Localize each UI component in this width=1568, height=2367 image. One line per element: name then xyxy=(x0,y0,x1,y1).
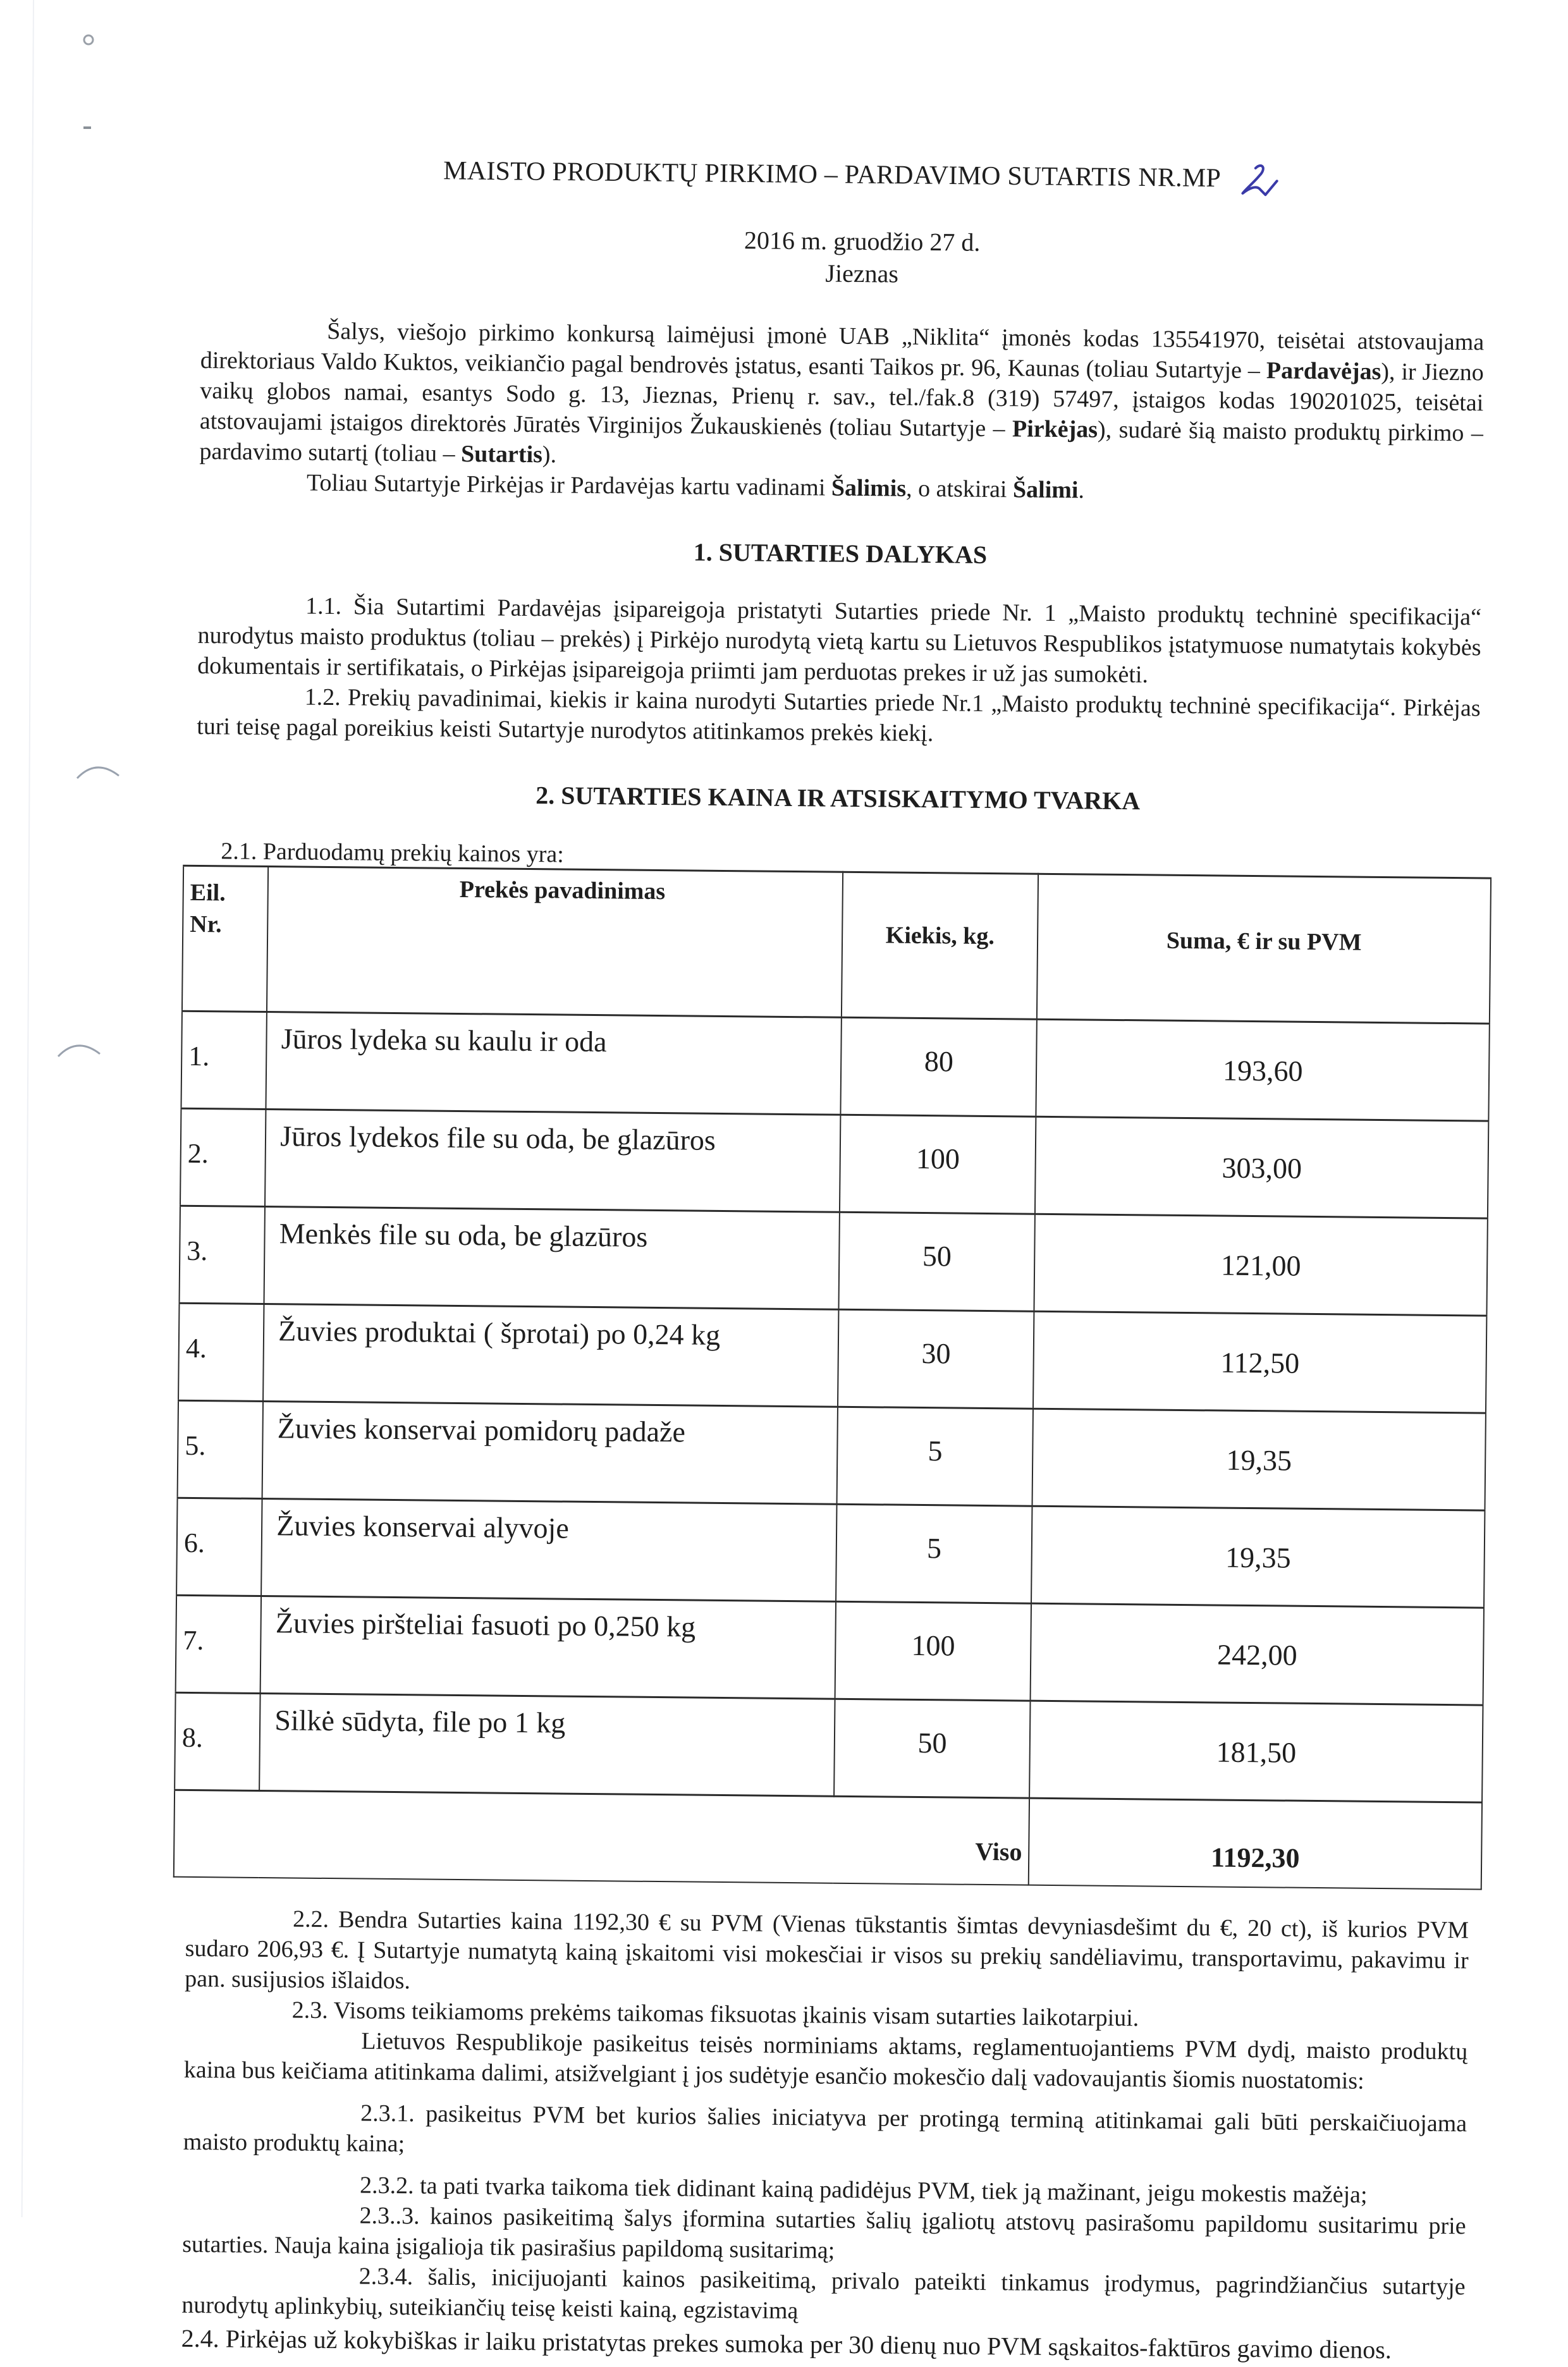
table-row xyxy=(175,1692,1483,1802)
cell-sum: 121,00 xyxy=(1034,1214,1488,1316)
intro-text: ), ir Jiezno vaikų globos namai, esantys Sodo g. 13, Jieznas, Prienų r. sav., tel./fak.8 (319) 57497, įstaigos kodas 190201025, teisėtai atstovaujami įstaigos direktorės Jūratės Virginijos Žukauskienės (toliau Sutartyje – xyxy=(199,358,1484,443)
intro-text: ), sudarė šią maisto produktų pirkimo – pardavimo sutartį (toliau – xyxy=(199,416,1484,467)
cell-sum: 242,00 xyxy=(1031,1603,1484,1705)
table-total-row xyxy=(174,1790,1482,1889)
document-body xyxy=(181,152,1486,2366)
cell-nr: 1. xyxy=(181,1011,267,1109)
party-term: Šalimi xyxy=(1012,476,1079,504)
clause-2-4: 2.4. Pirkėjas už kokybiškas ir laiku pristatytas prekes sumoka per 30 dienų nuo PVM sąskaitos-faktūros gavimo dienos. xyxy=(181,2323,1392,2364)
cell-nr: 4. xyxy=(178,1303,264,1401)
cell-nr: 8. xyxy=(175,1692,260,1790)
buyer-term: Pirkėjas xyxy=(1012,415,1098,443)
contract-term: Sutartis xyxy=(460,440,543,468)
clause-2-2: 2.2. Bendra Sutarties kaina 1192,30 € su PVM (Vienas tūkstantis šimtas devyniasdešimt du €, 20 ct), iš kurios PVM sudaro 206,93 €. Į Sutartyje numatytą kainą įskaitomi visi mokesčiai ir visos su prekių sandėliavimu, transportavimu, pakavimu ir pan. susijusios išlaidos. xyxy=(185,1905,1469,1995)
cell-nr: 7. xyxy=(176,1595,262,1693)
cell-name: Žuvies konservai pomidorų padaže xyxy=(262,1402,838,1505)
cell-nr: 3. xyxy=(180,1206,266,1304)
table-header-row xyxy=(182,865,1491,1024)
cell-name: Jūros lydeka su kaulu ir oda xyxy=(266,1012,842,1115)
table-row xyxy=(180,1108,1488,1218)
margin-mark-icon xyxy=(79,30,98,49)
parties-term: Šalimis xyxy=(831,474,907,502)
prices-table xyxy=(173,865,1491,1890)
parties-text: . xyxy=(1078,477,1085,504)
cell-sum: 112,50 xyxy=(1033,1311,1486,1413)
parties-text: Toliau Sutartyje Pirkėjas ir Pardavėjas kartu vadinami xyxy=(306,469,832,501)
parties-text: , o atskirai xyxy=(905,475,1014,503)
cell-sum: 303,00 xyxy=(1035,1116,1488,1218)
clause-1-1: 1.1. Šia Sutartimi Pardavėjas įsipareigoja pristatyti Sutarties priede Nr. 1 „Maisto produktų techninė specifikacija“ nurodytus maisto produktus (toliau – prekės) į Pirkėjo nurodytą vietą kartu su Lietuvos Respublikos įstatymuose numatytais kokybės dokumentais ir sertifikatais, o Pirkėjas įsipareigoja priimti jam perduotas prekes ir už jas sumokėti. xyxy=(197,592,1482,688)
header-sum: Suma, € ir su PVM xyxy=(1037,874,1491,1024)
clause-2-3-1: 2.3.1. pasikeitus PVM bet kurios šalies iniciatyva per protingą terminą atitinkamai gali būti perskaičiuojama maisto produktų kaina; xyxy=(183,2100,1467,2158)
header-nr-line1: Eil. xyxy=(190,879,226,907)
cell-qty: 100 xyxy=(840,1115,1036,1214)
seller-term: Pardavėjas xyxy=(1266,357,1381,385)
clause-1-2: 1.2. Prekių pavadinimai, kiekis ir kaina nurodyti Sutarties priede Nr.1 „Maisto produktų techninė specifikacija“. Pirkėjas turi teisę pagal poreikius keisti Sutartyje nurodytos atitinkamos prekės kiekį. xyxy=(197,683,1481,747)
total-blank-cell xyxy=(174,1790,834,1883)
cell-qty: 5 xyxy=(837,1407,1034,1506)
section-1-heading: 1. SUTARTIES DALYKAS xyxy=(693,537,988,569)
cell-nr: 5. xyxy=(178,1400,264,1498)
cell-name: Žuvies produktai ( šprotai) po 0,24 kg xyxy=(263,1304,838,1407)
cell-nr: 2. xyxy=(180,1108,266,1206)
handwritten-number-icon xyxy=(1238,162,1283,200)
cell-sum: 181,50 xyxy=(1029,1701,1483,1802)
document-date: 2016 m. gruodžio 27 d. xyxy=(744,226,981,257)
header-qty: Kiekis, kg. xyxy=(842,872,1038,1019)
cell-name: Silkė sūdyta, file po 1 kg xyxy=(259,1693,835,1796)
document-title: MAISTO PRODUKTŲ PIRKIMO – PARDAVIMO SUTARTIS NR.MP xyxy=(443,156,1220,193)
clause-2-1: 2.1. Parduodamų prekių kainos yra: xyxy=(221,838,565,868)
table-row xyxy=(181,1011,1489,1121)
punch-hole-arc-icon xyxy=(75,762,122,781)
document-place: Jieznas xyxy=(825,259,899,288)
clause-2-3-3: 2.3..3. kainos pasikeitimą šalys įformina sutarties šalių įgaliotų atstovų pasirašomu papildomu susitarimu prie sutarties. Nauja kaina įsigalioja tik pasirašius papildomą susitarimą; xyxy=(182,2202,1466,2264)
cell-name: Žuvies konservai alyvoje xyxy=(261,1499,836,1602)
scan-edge-line xyxy=(21,0,34,2217)
cell-sum: 19,35 xyxy=(1031,1506,1485,1608)
section-2-heading: 2. SUTARTIES KAINA IR ATSISKAITYMO TVARKA xyxy=(536,781,1141,816)
cell-qty: 100 xyxy=(835,1601,1032,1701)
cell-name: Žuvies piršteliai fasuoti po 0,250 kg xyxy=(260,1596,836,1699)
margin-mark-icon xyxy=(81,123,94,132)
cell-qty: 5 xyxy=(836,1504,1032,1603)
total-value: 1192,30 xyxy=(1029,1798,1482,1889)
cell-sum: 19,35 xyxy=(1032,1409,1486,1510)
intro-paragraph xyxy=(199,315,1484,479)
table-row xyxy=(176,1498,1485,1608)
intro-text: ). xyxy=(542,441,557,468)
punch-hole-arc-icon xyxy=(56,1040,103,1059)
table-row xyxy=(180,1206,1488,1316)
clause-2-3-vat: Lietuvos Respublikoje pasikeitus teisės norminiams aktams, reglamentuojantiems PVM dydį, maisto produktų kaina bus keičiama atitinkama dalimi, atsižvelgiant į jos sudėtyje esančio mokesčio dalį vadovaujantis šiomis nuostatomis: xyxy=(183,2028,1468,2095)
table-row xyxy=(178,1400,1486,1510)
header-nr xyxy=(182,865,268,1012)
header-nr-line2: Nr. xyxy=(190,910,222,938)
table-row xyxy=(176,1595,1484,1705)
clause-2-3-2: 2.3.2. ta pati tvarka taikoma tiek didinant kainą padidėjus PVM, tiek ją mažinant, jeigu mokestis mažėja; xyxy=(359,2172,1368,2208)
cell-sum: 193,60 xyxy=(1036,1019,1490,1121)
cell-qty: 30 xyxy=(838,1309,1034,1409)
total-label: Viso xyxy=(833,1796,1029,1885)
intro-text: Šalys, viešojo pirkimo konkursą laimėjusi įmonė UAB „Niklita“ įmonės kodas 135541970, teisėtai atstovaujama direktoriaus Valdo Kuktos, veikiančio pagal bendrovės įstatus, esanti Taikos pr. 96, Kaunas (toliau Sutartyje – xyxy=(200,317,1485,384)
clause-2-3: 2.3. Visoms teikiamoms prekėms taikomas fiksuotas įkainis visam sutarties laikotarpiui. xyxy=(291,1997,1139,2032)
cell-name: Jūros lydekos file su oda, be glazūros xyxy=(265,1110,840,1213)
cell-name: Menkės file su oda, be glazūros xyxy=(264,1207,840,1310)
document-title-row xyxy=(240,152,1485,202)
cell-nr: 6. xyxy=(176,1498,262,1596)
table-row xyxy=(178,1303,1486,1413)
cell-qty: 50 xyxy=(834,1699,1031,1798)
cell-qty: 80 xyxy=(841,1017,1038,1116)
header-name: Prekės pavadinimas xyxy=(267,867,843,1018)
cell-qty: 50 xyxy=(839,1212,1036,1311)
clause-2-3-4: 2.3.4. šalis, inicijuojanti kainos pasikeitimą, privalo pateikti tinkamus įrodymus, pagrindžiančius sutartyje nurodytų aplinkybių, suteikiančių teisę keisti kainą, egzistavimą xyxy=(181,2263,1466,2325)
